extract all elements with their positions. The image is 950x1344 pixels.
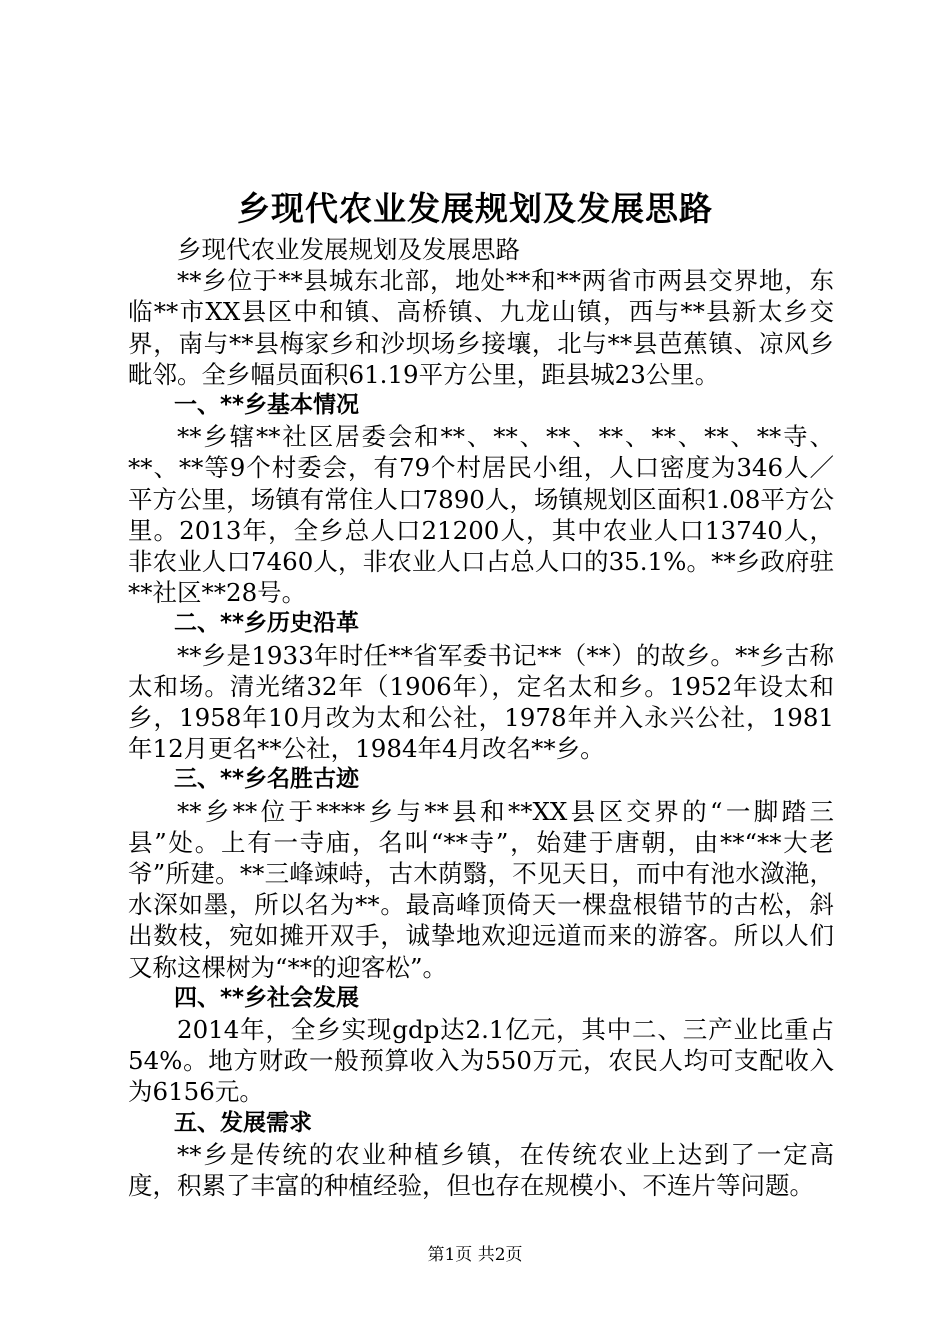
- intro-paragraph: **乡位于**县城东北部，地处**和**两省市两县交界地，东临**市XX县区中和镇、高桥镇、九龙山镇，西与**县新太乡交界，南与**县梅家乡和沙坝场乡接壤，北与**县芭蕉镇、凉风乡毗邻。全乡幅员面积61.19平方公里，距县城23公里。: [128, 266, 834, 389]
- section-heading-scenic-spots: 三、**乡名胜古迹: [174, 766, 360, 793]
- section-heading-development-needs: 五、发展需求: [174, 1109, 312, 1136]
- document-subtitle: 乡现代农业发展规划及发展思路: [177, 235, 520, 264]
- page-number-footer: 第1页 共2页: [427, 1245, 523, 1265]
- section-body-social-development: 2014年，全乡实现gdp达2.1亿元，其中二、三产业比重占54%。地方财政一般预算收入为550万元，农民人均可支配收入为6156元。: [128, 1015, 834, 1107]
- section-body-development-needs: **乡是传统的农业种植乡镇，在传统农业上达到了一定高度，积累了丰富的种植经验，但也存在规模小、不连片等问题。: [128, 1139, 834, 1201]
- section-body-scenic-spots: **乡**位于****乡与**县和**XX县区交界的“一脚踏三县”处。上有一寺庙，名叫“**寺”，始建于唐朝，由**“**大老爷”所建。**三峰竦峙，古木荫翳，不见天日，而中有池水潋滟，水深如墨，所以名为**。最高峰顶倚天一棵盘根错节的古松，斜出数枝，宛如摊开双手，诚挚地欢迎远道而来的游客。所以人们又称这棵树为“**的迎客松”。: [128, 796, 834, 982]
- document-title: 乡现代农业发展规划及发展思路: [237, 189, 713, 228]
- section-body-basic-info: **乡辖**社区居委会和**、**、**、**、**、**、**寺、**、**等9个村委会，有79个村居民小组，人口密度为346人／平方公里，场镇有常住人口7890人，场镇规划区面积1.08平方公里。2013年，全乡总人口21200人，其中农业人口13740人，非农业人口7460人，非农业人口占总人口的35.1%。**乡政府驻**社区**28号。: [128, 422, 834, 608]
- section-heading-social-development: 四、**乡社会发展: [174, 984, 360, 1011]
- section-heading-history: 二、**乡历史沿革: [174, 610, 360, 637]
- document-body: [128, 234, 834, 1201]
- section-heading-basic-info: 一、**乡基本情况: [174, 392, 360, 419]
- section-body-history: **乡是1933年时任**省军委书记**（**）的故乡。**乡古称太和场。清光绪32年（1906年），定名太和乡。1952年设太和乡，1958年10月改为太和公社，1978年并入永兴公社，1981年12月更名**公社，1984年4月改名**乡。: [128, 640, 834, 764]
